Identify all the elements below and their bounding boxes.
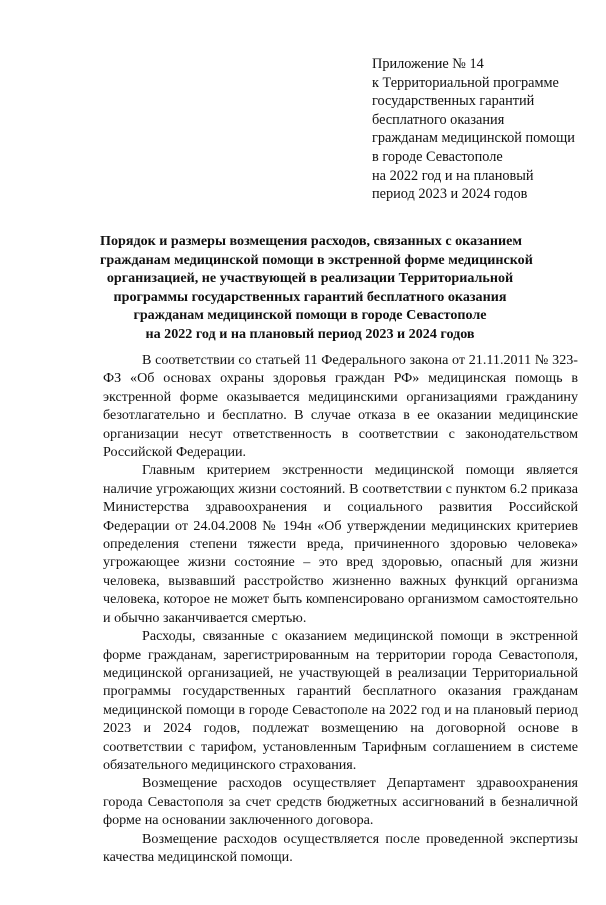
appendix-line: на 2022 год и на плановый	[372, 167, 534, 184]
body-paragraph: Расходы, связанные с оказанием медицинской помощи в экстренной форме гражданам, зарегистрированным на территории города Севастополя, медицинской организацией, не участвующей в реализации Территориальной программы государственных гарантий бесплатного оказания гражданам медицинской помощи в городе Севастополе на 2022 год и на плановый период 2023 и 2024 годов, подлежат возмещению на договорной основе в соответствии с тарифом, установленным Тарифным соглашением в системе обязательного медицинского страхования.	[103, 628, 578, 773]
appendix-line: период 2023 и 2024 годов	[372, 186, 528, 203]
document-title	[100, 232, 533, 344]
appendix-line: к Территориальной программе	[372, 74, 559, 91]
appendix-header	[372, 55, 592, 204]
body-paragraph: Главным критерием экстренности медицинской помощи является наличие угрожающих жизни состояний. В соответствии с пунктом 6.2 приказа Министерства здравоохранения и социального развития Российской Федерации от 24.04.2008 № 194н «Об утверждении медицинских критериев определения степени тяжести вреда, причиненного здоровью человека» угрожающее жизни состояние – это вред здоровью, опасный для жизни человека, вызвавший расстройство жизненно важных функций организма человека, которое не может быть компенсировано организмом самостоятельно и обычно заканчивается смертью.	[103, 462, 578, 626]
appendix-line: бесплатного оказания	[372, 111, 505, 128]
appendix-line: Приложение № 14	[372, 56, 484, 72]
title-line: гражданам медицинской помощи в городе Севастополе	[133, 307, 487, 324]
appendix-line: государственных гарантий	[372, 93, 535, 110]
body-paragraph: Возмещение расходов осуществляется после проведенной экспертизы качества медицинской помощи.	[103, 830, 578, 865]
title-line: программы государственных гарантий бесплатного оказания	[113, 288, 507, 305]
title-line: организацией, не участвующей в реализации Территориальной	[106, 270, 514, 287]
title-line: гражданам медицинской помощи в экстренной форме медицинской	[100, 251, 533, 268]
appendix-line: в городе Севастополе	[372, 148, 503, 165]
document-body	[103, 351, 578, 866]
appendix-line: гражданам медицинской помощи	[372, 130, 575, 147]
body-paragraph: В соответствии со статьей 11 Федерального закона от 21.11.2011 № 323-ФЗ «Об основах охраны здоровья граждан РФ» медицинская помощь в экстренной форме оказывается медицинскими организациями гражданину безотлагательно и бесплатно. В случае отказа в ее оказании медицинские организации несут ответственность в соответствии с законодательством Российской Федерации.	[103, 352, 578, 461]
title-line: Порядок и размеры возмещения расходов, связанных с оказанием	[100, 233, 522, 249]
body-paragraph: Возмещение расходов осуществляет Департамент здравоохранения города Севастополя за счет средств бюджетных ассигнований в безналичной форме на основании заключенного договора.	[103, 775, 578, 829]
title-line: на 2022 год и на плановый период 2023 и 2024 годов	[145, 325, 475, 342]
